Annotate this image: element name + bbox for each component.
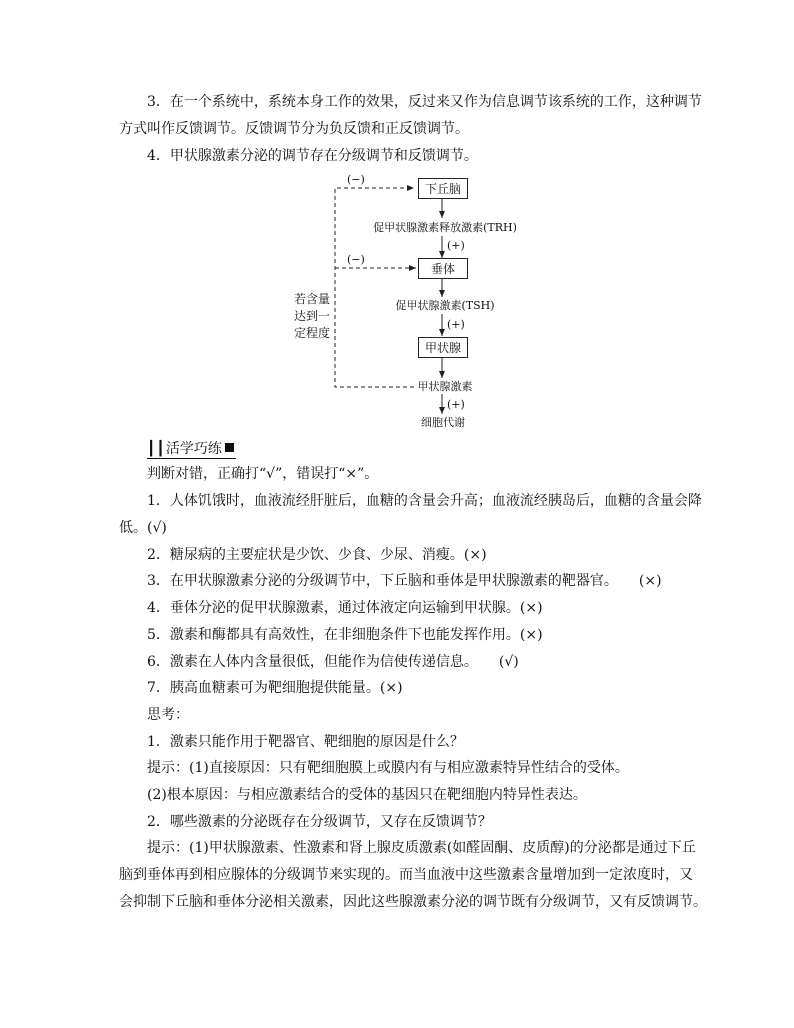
quiz-item-1-line-2: 低。(√) [119,520,167,536]
thyroid-hormone-label: 甲状腺激素 [417,380,473,393]
think-question-2: 2．哪些激素的分泌既存在分级调节，又存在反馈调节？ [147,814,492,830]
think-question-1: 1．激素只能作用于靶器官、靶细胞的原因是什么？ [147,734,464,750]
think-hint-2-line-2: 脑到垂体再到相应腺体的分级调节来实现的。而当血液中这些激素含量增加到一定浓度时，又 [119,867,693,883]
think-hint-2-line-3: 会抑制下丘脑和垂体分泌相关激素，因此这些腺激素分泌的调节既有分级调节，又有反馈调节。 [119,894,707,910]
minus-hypothalamus-label: (−) [347,173,365,186]
trh-label: 促甲状腺激素释放激素(TRH) [373,221,517,234]
quiz-item-1-line-1: 1．人体饥饿时，血液流经肝脏后，血糖的含量会升高；血液流经胰岛后，血糖的含量会降 [147,493,702,509]
pituitary-box: 垂体 [418,258,468,279]
quiz-instruction: 判断对错，正确打“√”，错误打“×”。 [147,466,379,482]
quiz-item-2: 2．糖尿病的主要症状是少饮、少食、少尿、消瘦。(×) [147,547,487,563]
think-hint-2-line-1: 提示：(1)甲状腺激素、性激素和肾上腺皮质激素(如醛固酮、皮质醇)的分泌都是通过下丘 [147,840,696,856]
quiz-item-3: 3．在甲状腺激素分泌的分级调节中，下丘脑和垂体是甲状腺激素的靶器官。 (×) [147,573,662,589]
section-title: 活学巧练 [165,441,222,457]
think-label: 思考： [147,707,189,723]
quiz-item-4: 4．垂体分泌的促甲状腺激素，通过体液定向运输到甲状腺。(×) [147,600,543,616]
think-hint-1-direct: 提示：(1)直接原因：只有靶细胞膜上或膜内有与相应激素特异性结合的受体。 [147,760,629,776]
section-bars-icon: ┃┃ [147,441,166,457]
paragraph-3-line-2: 方式叫作反馈调节。反馈调节分为负反馈和正反馈调节。 [119,121,469,137]
thyroid-hormone-plus-label: (+) [447,398,465,411]
minus-pituitary-label: (−) [347,253,365,266]
cell-metabolism-label: 细胞代谢 [421,416,465,429]
quiz-item-5: 5．激素和酶都具有高效性，在非细胞条件下也能发挥作用。(×) [147,627,543,643]
feedback-to-hypothalamus-line [335,188,414,387]
quiz-item-6: 6．激素在人体内含量很低，但能作为信使传递信息。 (√) [147,654,519,670]
trh-plus-label: (+) [447,239,465,252]
think-hint-1-root: (2)根本原因：与相应激素结合的受体的基因只在靶细胞内特异性表达。 [147,787,587,803]
quiz-item-7: 7．胰高血糖素可为靶细胞提供能量。(×) [147,680,403,696]
paragraph-4: 4．甲状腺激素分泌的调节存在分级调节和反馈调节。 [147,148,478,164]
tsh-plus-label: (+) [447,318,465,331]
section-heading [147,440,236,459]
thyroid-regulation-diagram [0,0,794,440]
paragraph-3-line-1: 3．在一个系统中，系统本身工作的效果，反过来又作为信息调节该系统的工作，这种调节 [147,94,702,110]
thyroid-box: 甲状腺 [418,337,468,358]
square-icon [225,443,234,452]
tsh-label: 促甲状腺激素(TSH) [395,299,495,312]
hypothalamus-box: 下丘脑 [418,178,468,199]
feedback-condition-label: 若含量 达到一 定程度 [293,292,330,340]
